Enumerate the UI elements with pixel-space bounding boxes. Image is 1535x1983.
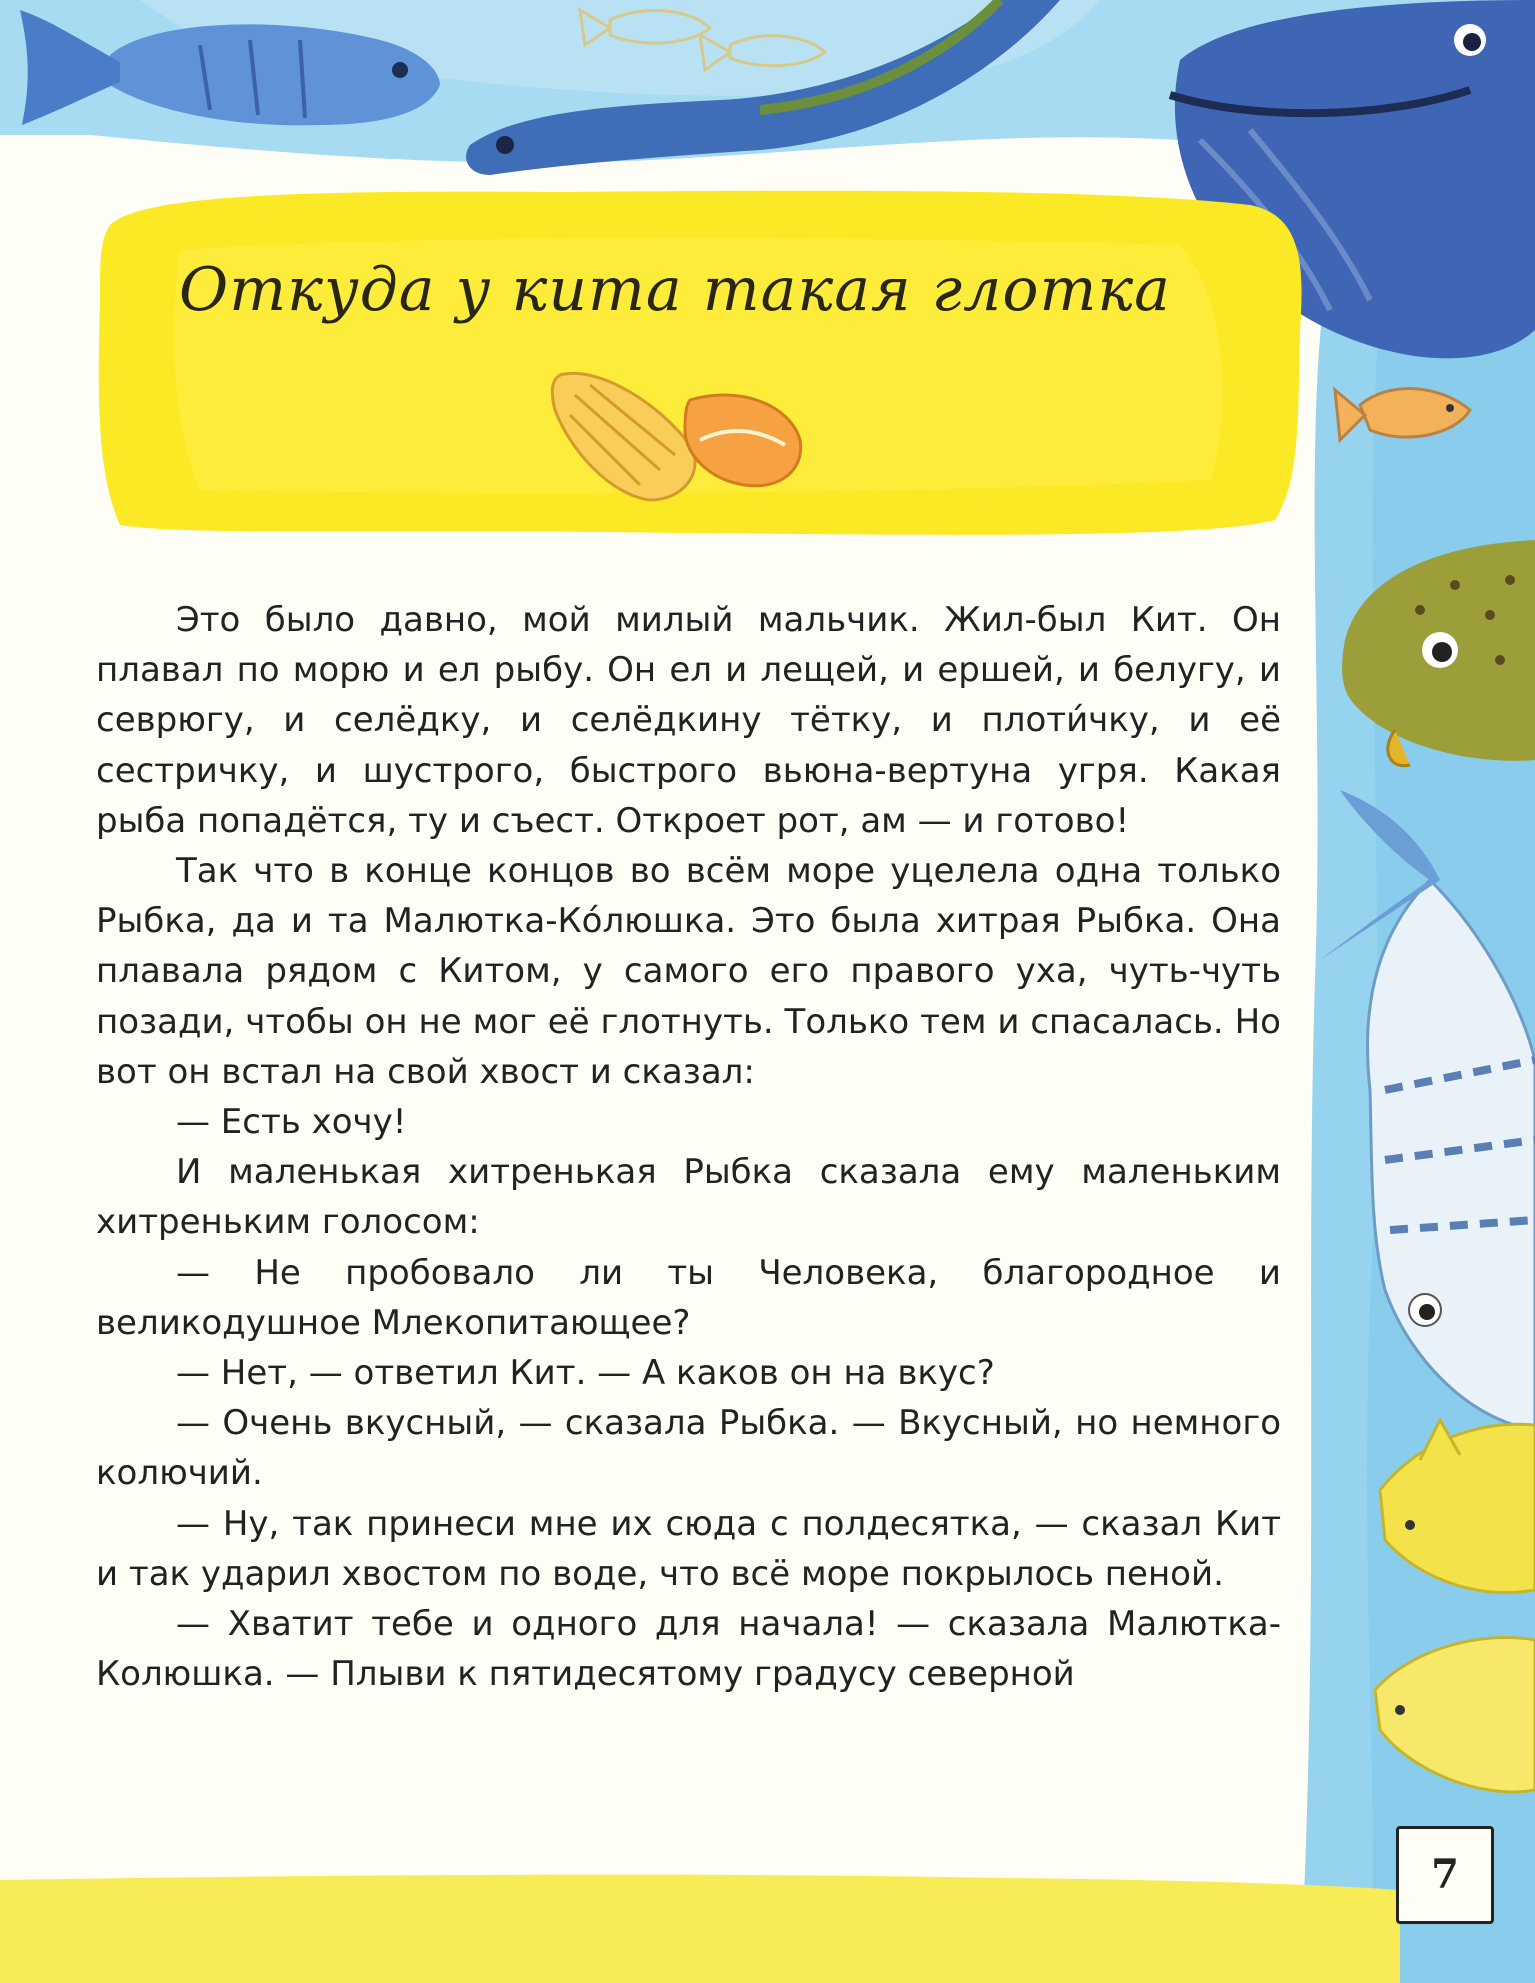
bottom-watercolor-strip	[0, 1875, 1400, 1983]
paragraph: — Не пробовало ли ты Человека, благородное и великодушное Млекопитающее?	[96, 1252, 1281, 1343]
page-number: 7	[1396, 1826, 1494, 1924]
paragraph: Это было давно, мой милый мальчик. Жил-был Кит. Он плавал по морю и ел рыбу. Он ел и лещей, и ершей, и белугу, и севрюгу, и селёдку, и селёдкину тётку, и плоти́чку, и её сестричку, и шустрого, быстрого вьюна-вертуна угря. Какая рыба попадётся, ту и съест. Откроет рот, ам — и готово!	[96, 600, 1281, 841]
paragraph: — Ну, так принеси мне их сюда с полдесятка, — сказал Кит и так ударил хвостом по воде, что всё море покрылось пеной.	[96, 1503, 1281, 1594]
story-text	[96, 595, 1281, 1699]
story-title: Откуда у кита такая глотка	[179, 255, 1171, 325]
paragraph: И маленькая хитренькая Рыбка сказала ему маленьким хитреньким голосом:	[96, 1152, 1281, 1243]
paragraph: — Очень вкусный, — сказала Рыбка. — Вкусный, но немного колючий.	[96, 1403, 1281, 1494]
paragraph: Так что в конце концов во всём море уцелела одна только Рыбка, да и та Малютка-Ко́люшка. Это была хитрая Рыбка. Она плавала рядом с Китом, у самого его правого уха, чуть-чуть позади, чтобы он не мог её глотнуть. Только тем и спасалась. Но вот он встал на свой хвост и сказал:	[96, 851, 1281, 1092]
paragraph: — Есть хочу!	[176, 1102, 407, 1143]
paragraph: — Нет, — ответил Кит. — А каков он на вкус?	[176, 1353, 995, 1394]
paragraph: — Хватит тебе и одного для начала! — сказала Малютка-Колюшка. — Плыви к пятидесятому градусу северной	[96, 1604, 1281, 1695]
